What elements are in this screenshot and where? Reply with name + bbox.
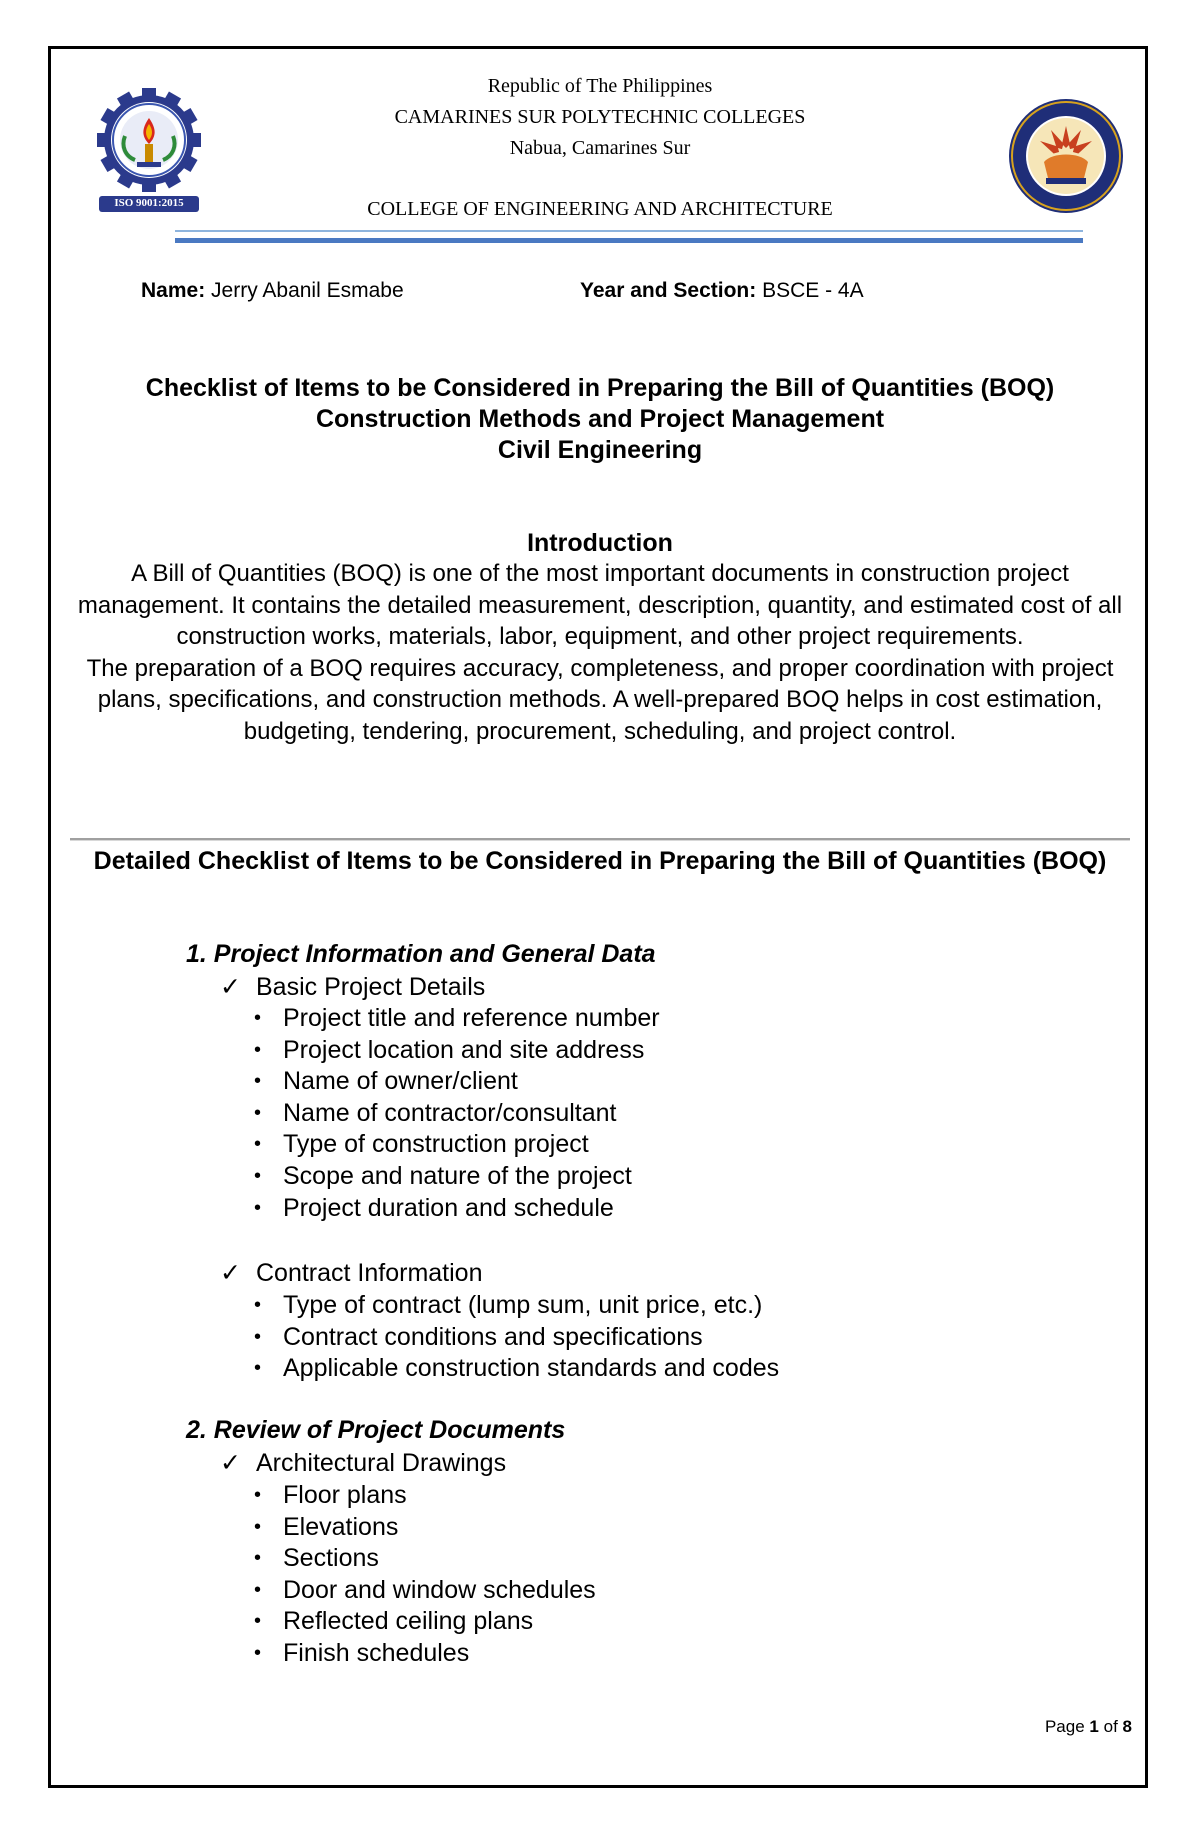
year-label: Year and Section:: [580, 279, 757, 302]
list-item: • Applicable construction standards and codes: [254, 1353, 779, 1385]
header-rule-thick: [175, 238, 1083, 243]
section-1-heading: 1. Project Information and General Data: [186, 940, 656, 968]
intro-paragraph-1: A Bill of Quantities (BOQ) is one of the most important documents in construction project management. It contains the detailed measurement, description, quantity, and estimated cost of all construction works, materials, labor, equipment, and other project requirements.: [77, 560, 1123, 650]
student-name-row: [141, 279, 404, 303]
page-number: [1045, 1717, 1132, 1737]
section-1-group-1-list: [254, 1003, 660, 1224]
list-item: • Finish schedules: [254, 1638, 596, 1670]
intro-heading: Introduction: [527, 529, 673, 557]
year-value: BSCE - 4A: [762, 279, 864, 302]
list-item: • Scope and nature of the project: [254, 1161, 660, 1193]
page-current: 1: [1089, 1717, 1099, 1736]
list-item: • Name of owner/client: [254, 1066, 660, 1098]
list-item: • Reflected ceiling plans: [254, 1606, 596, 1638]
header-rule-thin: [175, 230, 1083, 232]
list-item: • Door and window schedules: [254, 1575, 596, 1607]
title-line-1: Checklist of Items to be Considered in Preparing the Bill of Quantities (BOQ): [145, 374, 1055, 402]
page-word: Page: [1044, 1717, 1085, 1736]
list-item: • Name of contractor/consultant: [254, 1098, 660, 1130]
name-value: Jerry Abanil Esmabe: [211, 279, 404, 302]
list-item: • Project location and site address: [254, 1035, 660, 1067]
page-total: 8: [1122, 1717, 1132, 1736]
page-border: [48, 46, 1148, 1788]
section-divider: [70, 838, 1130, 840]
intro-paragraph-2: The preparation of a BOQ requires accuracy, completeness, and proper coordination with project plans, specifications, and construction methods. A well-prepared BOQ helps in cost estimation, budgeting, tendering, procurement, scheduling, and project control.: [86, 654, 1114, 745]
list-item: • Type of contract (lump sum, unit price, etc.): [254, 1290, 779, 1322]
checkmark-icon: ✓: [220, 1449, 241, 1477]
checklist-heading: Detailed Checklist of Items to be Considered in Preparing the Bill of Quantities (BOQ): [93, 847, 1107, 875]
list-item: • Sections: [254, 1543, 596, 1575]
list-item: • Floor plans: [254, 1480, 596, 1512]
section-2-group-1-list: [254, 1480, 596, 1670]
header-school: CAMARINES SUR POLYTECHNIC COLLEGES: [394, 106, 806, 128]
section-1-group-2: [220, 1258, 483, 1288]
list-item: • Type of construction project: [254, 1129, 660, 1161]
section-2-group-1: [220, 1448, 506, 1478]
section-1-group-1: [220, 972, 485, 1002]
title-line-2: Construction Methods and Project Management: [315, 405, 885, 433]
list-item: • Contract conditions and specifications: [254, 1322, 779, 1354]
document-title: [70, 373, 1130, 466]
section-1-group-2-list: [254, 1290, 779, 1385]
list-item: • Project duration and schedule: [254, 1193, 660, 1225]
of-word: of: [1103, 1717, 1118, 1736]
section-2-heading: 2. Review of Project Documents: [186, 1416, 566, 1444]
name-label: Name:: [141, 279, 206, 302]
list-item: • Elevations: [254, 1512, 596, 1544]
list-item: • Project title and reference number: [254, 1003, 660, 1035]
checkmark-icon: ✓: [220, 973, 241, 1001]
checkmark-icon: ✓: [220, 1259, 241, 1287]
header-location: Nabua, Camarines Sur: [509, 137, 691, 159]
year-section-row: [580, 279, 864, 303]
header-college: COLLEGE OF ENGINEERING AND ARCHITECTURE: [367, 198, 833, 220]
header-country: Republic of The Philippines: [487, 75, 713, 97]
introduction: [70, 529, 1130, 747]
group-label: Architectural Drawings: [256, 1449, 507, 1477]
group-label: Contract Information: [256, 1259, 483, 1287]
iso-text: ISO 9001:2015: [114, 197, 184, 209]
title-line-3: Civil Engineering: [497, 436, 703, 464]
group-label: Basic Project Details: [256, 973, 486, 1001]
